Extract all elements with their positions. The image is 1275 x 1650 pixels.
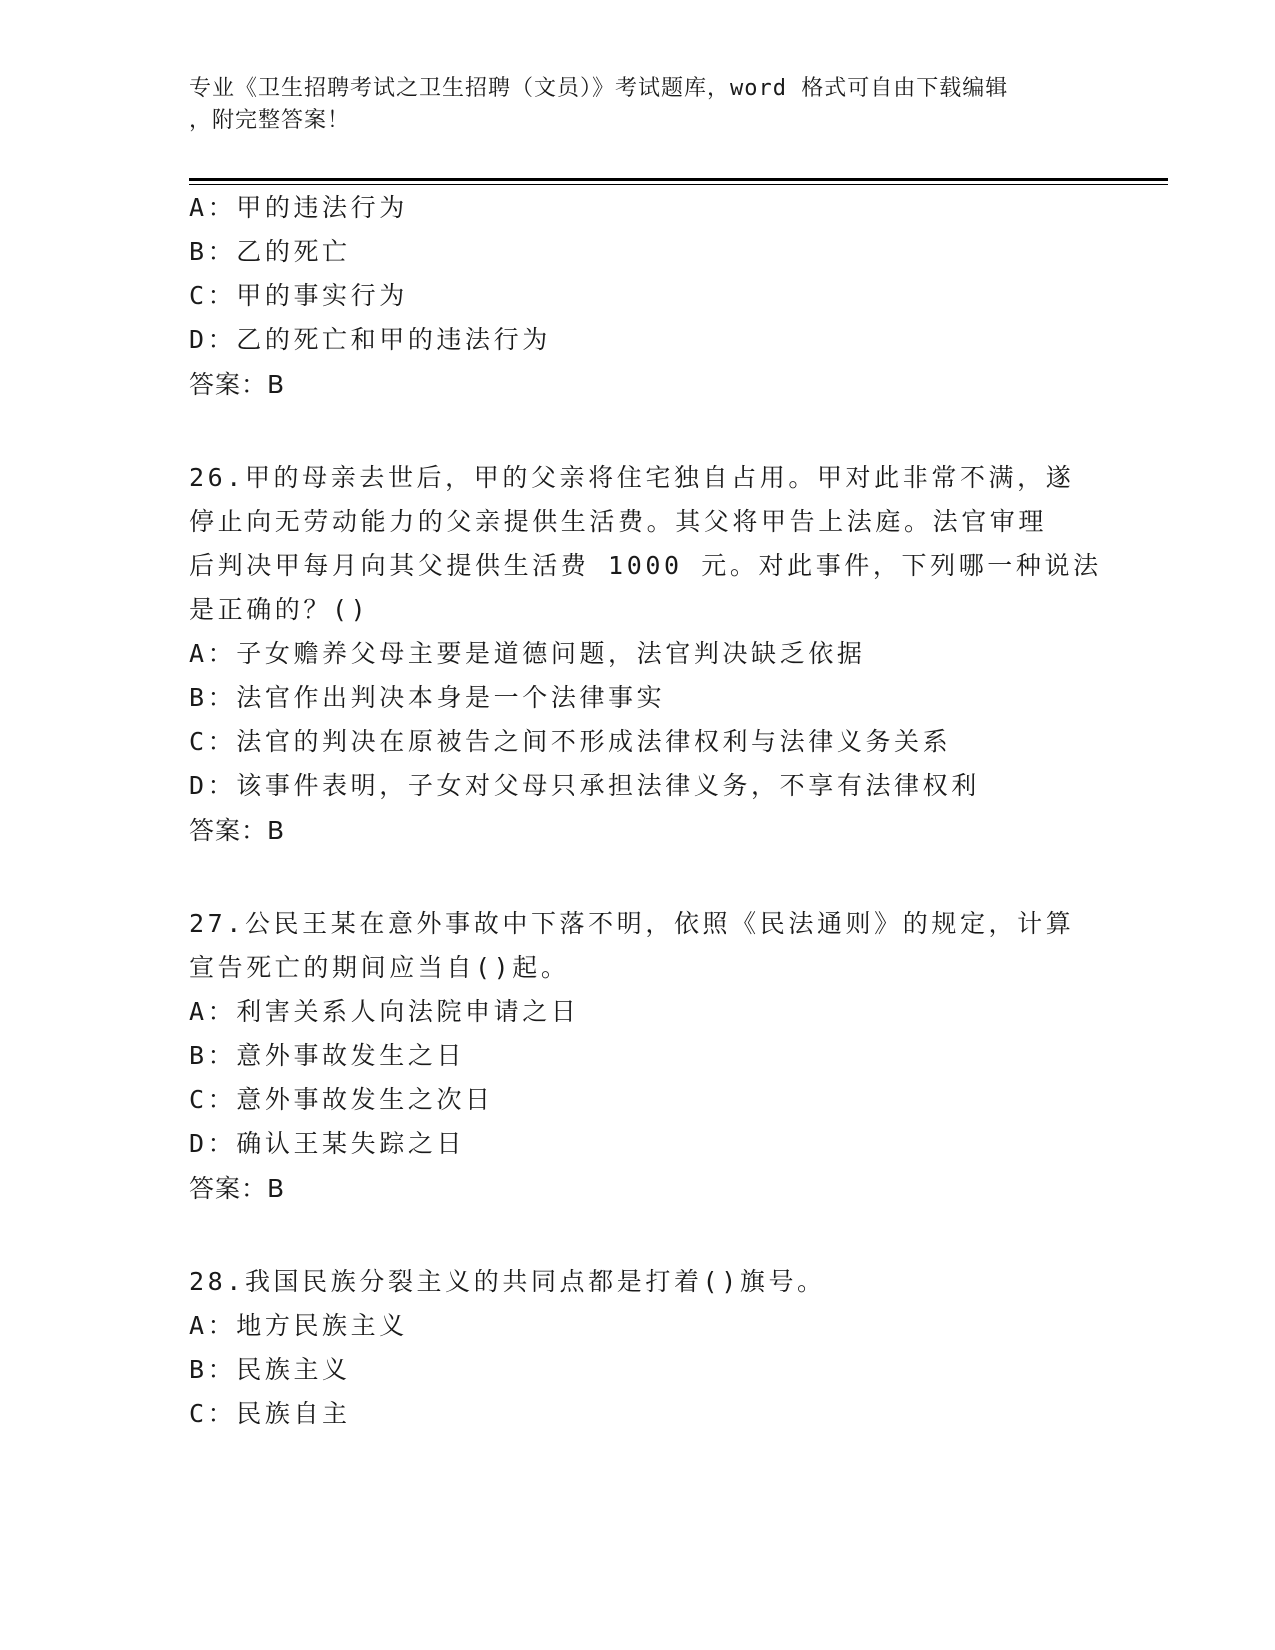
question-27-stem: 27.公民王某在意外事故中下落不明，依照《民法通则》的规定，计算 xyxy=(189,909,1075,938)
question-26-stem: 停止向无劳动能力的父亲提供生活费。其父将甲告上法庭。法官审理 xyxy=(189,507,1048,536)
header-line: ，附完整答案！ xyxy=(189,108,351,133)
question-26-option-d: D：该事件表明，子女对父母只承担法律义务，不享有法律权利 xyxy=(189,771,980,800)
header-divider-thin xyxy=(189,184,1168,185)
question-25-option-a: A：甲的违法行为 xyxy=(189,193,408,222)
question-27-option-b: B：意外事故发生之日 xyxy=(189,1041,466,1070)
question-25-answer: 答案：B xyxy=(189,370,286,399)
page-header xyxy=(189,73,1089,137)
question-28-option-c: C：民族自主 xyxy=(189,1399,351,1428)
question-25-option-b: B：乙的死亡 xyxy=(189,237,351,266)
question-27-stem: 宣告死亡的期间应当自()起。 xyxy=(189,953,570,982)
question-26-option-a: A：子女赡养父母主要是道德问题，法官判决缺乏依据 xyxy=(189,639,866,668)
question-25-option-c: C：甲的事实行为 xyxy=(189,281,408,310)
question-26-stem: 后判决甲每月向其父提供生活费 1000 元。对此事件，下列哪一种说法 xyxy=(189,551,1102,580)
question-26-option-b: B：法官作出判决本身是一个法律事实 xyxy=(189,683,666,712)
question-26-answer: 答案：B xyxy=(189,816,286,845)
header-line: 专业《卫生招聘考试之卫生招聘（文员）》考试题库，word 格式可自由下载编辑 xyxy=(189,76,1009,101)
question-28-option-b: B：民族主义 xyxy=(189,1355,351,1384)
question-25-option-d: D：乙的死亡和甲的违法行为 xyxy=(189,325,551,354)
question-28-option-a: A：地方民族主义 xyxy=(189,1311,408,1340)
question-27-option-a: A：利害关系人向法院申请之日 xyxy=(189,997,580,1026)
question-27-option-c: C：意外事故发生之次日 xyxy=(189,1085,494,1114)
header-divider-thick xyxy=(189,178,1168,181)
question-28-stem: 28.我国民族分裂主义的共同点都是打着()旗号。 xyxy=(189,1267,826,1296)
question-27-option-d: D：确认王某失踪之日 xyxy=(189,1129,466,1158)
question-26-option-c: C：法官的判决在原被告之间不形成法律权利与法律义务关系 xyxy=(189,727,952,756)
question-26-stem: 是正确的？() xyxy=(189,595,370,624)
question-26-stem: 26.甲的母亲去世后，甲的父亲将住宅独自占用。甲对此非常不满，遂 xyxy=(189,463,1075,492)
question-27-answer: 答案：B xyxy=(189,1174,286,1203)
